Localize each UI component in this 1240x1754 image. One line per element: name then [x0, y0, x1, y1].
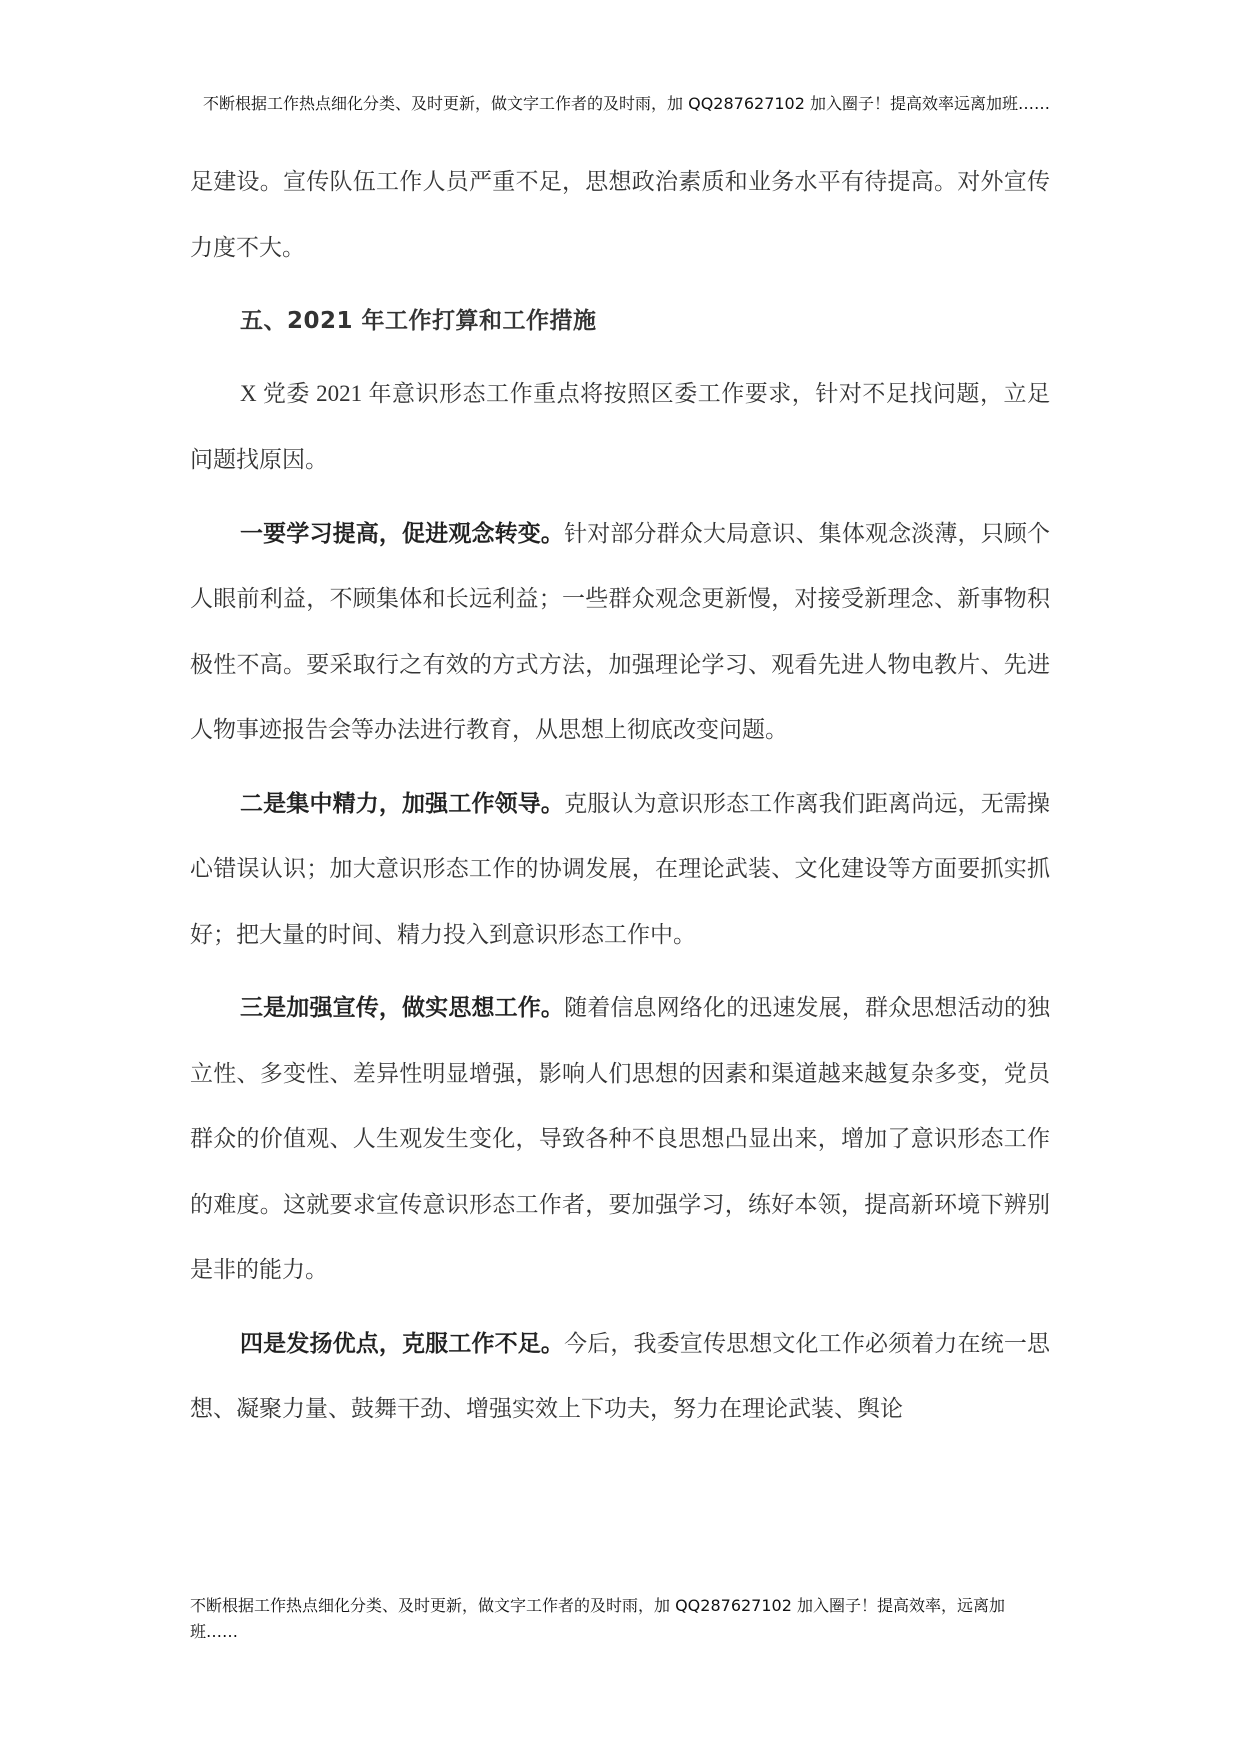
paragraph-lead: 二是集中精力，加强工作领导。 [240, 790, 565, 817]
paragraph-continuation [190, 150, 1050, 281]
paragraph-lead: 四是发扬优点，克服工作不足。 [240, 1330, 565, 1357]
paragraph-text: 克服认为意识形态工作离我们距离尚远，无需操心错误认识；加大意识形态工作的协调发展，在理论武装、文化建设等方面要抓实抓好；把大量的时间、精力投入到意识形态工作中。 [190, 790, 1051, 948]
paragraph-lead: 三是加强宣传，做实思想工作。 [240, 995, 565, 1021]
paragraph-item-1 [190, 502, 1050, 764]
paragraph-text: 针对部分群众大局意识、集体观念淡薄，只顾个人眼前利益，不顾集体和长远利益；一些群众观念更新慢，对接受新理念、新事物积极性不高。要采取行之有效的方式方法，加强理论学习、观看先进人物电教片、先进人物事迹报告会等办法进行教育，从思想上彻底改变问题。 [190, 520, 1051, 743]
paragraph-text: 今后，我委宣传思想文化工作必须着力在统一思想、凝聚力量、鼓舞干劲、增强实效上下功夫，努力在理论武装、舆论 [190, 1330, 1051, 1422]
paragraph-text: X 党委 2021 年意识形态工作重点将按照区委工作要求，针对不足找问题，立足问题找原因。 [190, 380, 1050, 472]
paragraph-intro [190, 361, 1050, 494]
page-header [190, 91, 1050, 117]
paragraph-lead: 一要学习提高，促进观念转变。 [240, 520, 565, 547]
footer-text: 不断根据工作热点细化分类、及时更新，做文字工作者的及时雨，加 QQ287627102 加入圈子！提高效率，远离加班…… [190, 1596, 1005, 1641]
paragraph-item-4 [190, 1312, 1050, 1443]
paragraph-text: 随着信息网络化的迅速发展，群众思想活动的独立性、多变性、差异性明显增强，影响人们思想的因素和渠道越来越复杂多变，党员群众的价值观、人生观发生变化，导致各种不良思想凸显出来，增加了意识形态工作的难度。这就要求宣传意识形态工作者，要加强学习，练好本领，提高新环境下辨别是非的能力。 [190, 995, 1051, 1283]
paragraph-item-3 [190, 976, 1050, 1304]
section-heading-text: 五、2021 年工作打算和工作措施 [240, 308, 597, 334]
paragraph-text: 足建设。宣传队伍工作人员严重不足，思想政治素质和业务水平有待提高。对外宣传力度不大。 [190, 169, 1050, 261]
paragraph-item-2 [190, 772, 1050, 969]
page-footer [190, 1593, 1050, 1645]
header-text: 不断根据工作热点细化分类、及时更新，做文字工作者的及时雨，加 QQ287627102 加入圈子！提高效率远离加班…… [203, 94, 1050, 113]
section-heading [190, 289, 1050, 355]
document-body [190, 150, 1050, 1443]
